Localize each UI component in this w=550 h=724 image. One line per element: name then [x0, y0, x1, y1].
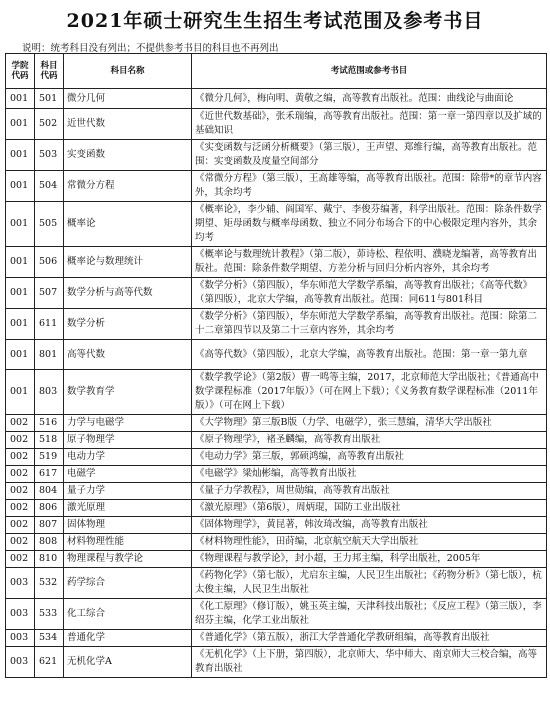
- college-code-cell: 001: [6, 109, 35, 140]
- subject-name-cell: 无机化学A: [64, 647, 192, 678]
- college-code-cell: 001: [6, 140, 35, 171]
- scope-cell: 《电磁学》梁灿彬编，高等教育出版社: [192, 466, 547, 483]
- subject-name-cell: 固体物理: [64, 517, 192, 534]
- subject-code-cell: 503: [35, 140, 64, 171]
- college-code-cell: 002: [6, 517, 35, 534]
- scope-cell: 《数学分析》（第四版），华东师范大学数学系编，高等教育出版社；《高等代数》（第四版），北京大学编，高等教育出版社。范围：同611与801科目: [192, 278, 547, 309]
- college-code-cell: 002: [6, 415, 35, 432]
- college-code-cell: 003: [6, 599, 35, 630]
- subject-name-cell: 数学分析: [64, 309, 192, 340]
- college-code-cell: 001: [6, 278, 35, 309]
- scope-cell: 《常微分方程》（第三版），王高雄等编，高等教育出版社。范围：除带*的章节内容外，其余均考: [192, 171, 547, 202]
- subject-name-cell: 微分几何: [64, 89, 192, 109]
- table-row: [6, 247, 547, 278]
- scope-cell: 《大学物理》第三版B版（力学、电磁学），张三慧编，清华大学出版社: [192, 415, 547, 432]
- table-row: [6, 432, 547, 449]
- subject-name-cell: 材料物理性能: [64, 534, 192, 551]
- table-row: [6, 340, 547, 370]
- table-row: [6, 109, 547, 140]
- subject-name-cell: 普通化学: [64, 630, 192, 647]
- subject-code-cell: 502: [35, 109, 64, 140]
- table-row: [6, 89, 547, 109]
- subject-name-cell: 电动力学: [64, 449, 192, 466]
- table-row: [6, 278, 547, 309]
- subject-code-cell: 617: [35, 466, 64, 483]
- table-row: [6, 415, 547, 432]
- scope-cell: 《概率论》，李少辅、阎国军、戴宁、李俊芬编著，科学出版社。范围：除条件数学期望、矩母函数与概率母函数、独立不同分布场合下的中心极限定理内容外，其余均考: [192, 202, 547, 247]
- header-subject-code: 科目代码: [35, 54, 64, 89]
- college-code-cell: 001: [6, 247, 35, 278]
- college-code-cell: 002: [6, 432, 35, 449]
- scope-cell: 《无机化学》（上下册，第四版），北京师大、华中师大、南京师大三校合编，高等教育出版社: [192, 647, 547, 678]
- subjects-table: [5, 53, 547, 678]
- table-row: [6, 500, 547, 517]
- header-subject-name: 科目名称: [64, 54, 192, 89]
- subject-name-cell: 常微分方程: [64, 171, 192, 202]
- college-code-cell: 001: [6, 171, 35, 202]
- subject-code-cell: 533: [35, 599, 64, 630]
- table-row: [6, 202, 547, 247]
- subject-code-cell: 507: [35, 278, 64, 309]
- subject-code-cell: 532: [35, 568, 64, 599]
- table-row: [6, 309, 547, 340]
- subject-name-cell: 物理课程与教学论: [64, 551, 192, 568]
- college-code-cell: 003: [6, 630, 35, 647]
- college-code-cell: 002: [6, 500, 35, 517]
- header-scope: 考试范围或参考书目: [192, 54, 547, 89]
- table-row: [6, 599, 547, 630]
- subject-code-cell: 804: [35, 483, 64, 500]
- subject-name-cell: 近世代数: [64, 109, 192, 140]
- subject-code-cell: 803: [35, 370, 64, 415]
- college-code-cell: 001: [6, 309, 35, 340]
- subject-name-cell: 数学分析与高等代数: [64, 278, 192, 309]
- header-college-code: 学院代码: [6, 54, 35, 89]
- table-row: [6, 449, 547, 466]
- scope-cell: 《微分几何》，梅向明、黄敬之编，高等教育出版社。范围：曲线论与曲面论: [192, 89, 547, 109]
- subject-code-cell: 516: [35, 415, 64, 432]
- college-code-cell: 002: [6, 483, 35, 500]
- college-code-cell: 002: [6, 466, 35, 483]
- table-row: [6, 483, 547, 500]
- subject-name-cell: 量子力学: [64, 483, 192, 500]
- table-header-row: [6, 54, 547, 89]
- college-code-cell: 002: [6, 449, 35, 466]
- subject-code-cell: 808: [35, 534, 64, 551]
- subject-code-cell: 505: [35, 202, 64, 247]
- college-code-cell: 003: [6, 568, 35, 599]
- subject-name-cell: 高等代数: [64, 340, 192, 370]
- subject-code-cell: 807: [35, 517, 64, 534]
- scope-cell: 《物理课程与教学论》，封小超，王力邦主编，科学出版社，2005年: [192, 551, 547, 568]
- table-row: [6, 140, 547, 171]
- scope-cell: 《固体物理学》，黄昆著，韩汝琦改编，高等教育出版社: [192, 517, 547, 534]
- scope-cell: 《化工原理》（修订版），姚玉英主编，天津科技出版社；《反应工程》（第三版），李绍芬主编，化学工业出版社: [192, 599, 547, 630]
- subject-name-cell: 化工综合: [64, 599, 192, 630]
- table-row: [6, 534, 547, 551]
- table-row: [6, 171, 547, 202]
- page-title: 2021年硕士研究生生招生考试范围及参考书目: [66, 10, 484, 32]
- subject-name-cell: 力学与电磁学: [64, 415, 192, 432]
- scope-cell: 《量子力学教程》，周世勋编，高等教育出版社: [192, 483, 547, 500]
- scope-cell: 《概率论与数理统计教程》（第二版），茆诗松、程依明、濮晓龙编著，高等教育出版社。范围：除条件数学期望、方差分析与回归分析内容外，其余均考: [192, 247, 547, 278]
- subject-code-cell: 518: [35, 432, 64, 449]
- subject-code-cell: 501: [35, 89, 64, 109]
- subject-code-cell: 506: [35, 247, 64, 278]
- scope-cell: 《普通化学》（第五版），浙江大学普通化学教研组编，高等教育出版社: [192, 630, 547, 647]
- college-code-cell: 001: [6, 370, 35, 415]
- subject-code-cell: 806: [35, 500, 64, 517]
- college-code-cell: 001: [6, 340, 35, 370]
- subject-name-cell: 原子物理学: [64, 432, 192, 449]
- scope-cell: 《高等代数》（第四版），北京大学编，高等教育出版社。范围：第一章一第九章: [192, 340, 547, 370]
- table-row: [6, 647, 547, 678]
- scope-cell: 《数学分析》（第四版），华东师范大学数学系编，高等教育出版社。范围：除第二十二章第四节以及第二十三章内容外，其余均考: [192, 309, 547, 340]
- college-code-cell: 001: [6, 89, 35, 109]
- scope-cell: 《原子物理学》，褚圣麟编，高等教育出版社: [192, 432, 547, 449]
- subject-code-cell: 611: [35, 309, 64, 340]
- subject-code-cell: 801: [35, 340, 64, 370]
- subject-code-cell: 810: [35, 551, 64, 568]
- subject-name-cell: 激光原理: [64, 500, 192, 517]
- table-row: [6, 517, 547, 534]
- college-code-cell: 002: [6, 534, 35, 551]
- subject-name-cell: 数学教育学: [64, 370, 192, 415]
- table-body: [6, 89, 547, 678]
- scope-cell: 《药物化学》（第七版），尤启东主编，人民卫生出版社；《药物分析》（第七版），杭太俊主编，人民卫生出版社: [192, 568, 547, 599]
- college-code-cell: 003: [6, 647, 35, 678]
- subject-name-cell: 实变函数: [64, 140, 192, 171]
- subject-name-cell: 药学综合: [64, 568, 192, 599]
- table-row: [6, 370, 547, 415]
- note-text: 说明：统考科目没有列出；不提供参考书目的科目也不再列出: [22, 43, 279, 54]
- subject-code-cell: 534: [35, 630, 64, 647]
- scope-cell: 《激光原理》（第6版），周炳琨，国防工业出版社: [192, 500, 547, 517]
- subject-code-cell: 519: [35, 449, 64, 466]
- scope-cell: 《材料物理性能》，田莳编，北京航空航天大学出版社: [192, 534, 547, 551]
- subject-name-cell: 概率论与数理统计: [64, 247, 192, 278]
- subject-code-cell: 621: [35, 647, 64, 678]
- scope-cell: 《实变函数与泛函分析概要》（第三版），王声望、郑维行编，高等教育出版社。范围：实变函数及度量空间部分: [192, 140, 547, 171]
- table-row: [6, 630, 547, 647]
- scope-cell: 《近世代数基础》，张禾瑞编，高等教育出版社。范围：第一章一第四章以及扩域的基础知识: [192, 109, 547, 140]
- table-row: [6, 568, 547, 599]
- subject-name-cell: 电磁学: [64, 466, 192, 483]
- table-row: [6, 466, 547, 483]
- subject-name-cell: 概率论: [64, 202, 192, 247]
- scope-cell: 《数学教学论》（第2版）曹一鸣等主编，2017，北京师范大学出版社；《普通高中数学课程标准（2017年版）》（可在网上下载）；《义务教育数学课程标准（2011年版）》（可在网上下载）: [192, 370, 547, 415]
- college-code-cell: 001: [6, 202, 35, 247]
- college-code-cell: 002: [6, 551, 35, 568]
- subject-code-cell: 504: [35, 171, 64, 202]
- scope-cell: 《电动力学》第三版，郭硕鸿编，高等教育出版社: [192, 449, 547, 466]
- table-row: [6, 551, 547, 568]
